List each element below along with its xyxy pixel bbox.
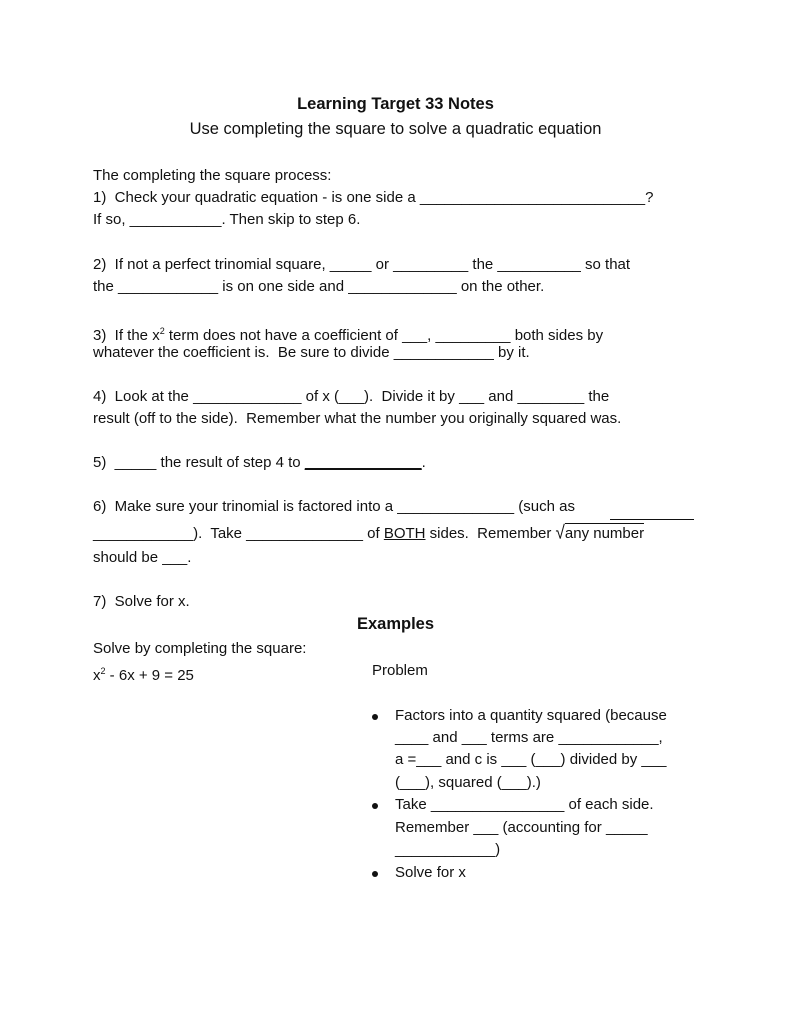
- step-6-prefix: ____________). Take ______________ of: [93, 525, 384, 542]
- bullet-icon: [372, 871, 378, 877]
- step-6-line-1: 6) Make sure your trinomial is factored into a ______________ (such as: [93, 498, 575, 515]
- step-3-exponent: 2: [159, 326, 165, 336]
- step-6-line-2: [93, 523, 644, 544]
- problem-label: Problem: [372, 662, 428, 679]
- step-6-line-3: should be ___.: [93, 549, 192, 566]
- step-2-line-2: the ____________ is on one side and _____________ on the other.: [93, 278, 545, 295]
- bullet-1-line-3: a =___ and c is ___ (___) divided by ___: [395, 751, 667, 768]
- process-intro: The completing the square process:: [93, 167, 332, 184]
- step-5-line: [93, 453, 426, 473]
- equation-rest: - 6x + 9 = 25: [105, 667, 194, 684]
- example-equation: [93, 661, 194, 686]
- step-5-suffix: .: [421, 454, 426, 471]
- step-3-prefix: 3) If the x: [93, 327, 160, 344]
- step-1-line-2: If so, ___________. Then skip to step 6.: [93, 211, 361, 228]
- bullet-1-line-4: (___), squared (___).): [395, 774, 541, 791]
- bullet-icon: [372, 803, 378, 809]
- bullet-3-line-1: Solve for x: [395, 864, 466, 881]
- step-6-blank-overline: [610, 519, 694, 520]
- step-6-middle: sides. Remember: [425, 525, 556, 542]
- step-2-line-1: 2) If not a perfect trinomial square, _____ or _________ the __________ so that: [93, 256, 631, 273]
- examples-heading: Examples: [356, 615, 435, 633]
- step-1-line-1: 1) Check your quadratic equation - is one side a ___________________________?: [93, 189, 654, 206]
- step-3-line-2: whatever the coefficient is. Be sure to divide ____________ by it.: [93, 344, 530, 361]
- step-7-line: 7) Solve for x.: [93, 593, 190, 610]
- bullet-1-line-2: ____ and ___ terms are ____________,: [395, 729, 663, 746]
- step-6-both: BOTH: [383, 525, 426, 542]
- step-4-line-2: result (off to the side). Remember what the number you originally squared was.: [93, 410, 622, 427]
- step-3-suffix: term does not have a coefficient of ___, _________ both sides by: [164, 327, 604, 344]
- equation-base: x: [93, 667, 101, 684]
- square-root-icon: √: [555, 522, 565, 543]
- step-5-blank: ______________: [304, 454, 422, 471]
- step-6-radicand: any number: [564, 525, 645, 542]
- bullet-2-line-2: Remember ___ (accounting for _____: [395, 819, 648, 836]
- equation-exponent: 2: [100, 666, 106, 676]
- step-4-line-1: 4) Look at the _____________ of x (___). Divide it by ___ and ________ the: [93, 388, 610, 405]
- page-subtitle: Use completing the square to solve a quadratic equation: [189, 120, 602, 138]
- bullet-1-line-1: Factors into a quantity squared (because: [395, 707, 667, 724]
- examples-instruction: Solve by completing the square:: [93, 640, 307, 657]
- step-5-prefix: 5) _____ the result of step 4 to: [93, 454, 305, 471]
- page-title: Learning Target 33 Notes: [297, 95, 494, 113]
- bullet-2-line-3: ____________): [395, 841, 501, 858]
- bullet-2-line-1: Take ________________ of each side.: [395, 796, 654, 813]
- bullet-icon: [372, 714, 378, 720]
